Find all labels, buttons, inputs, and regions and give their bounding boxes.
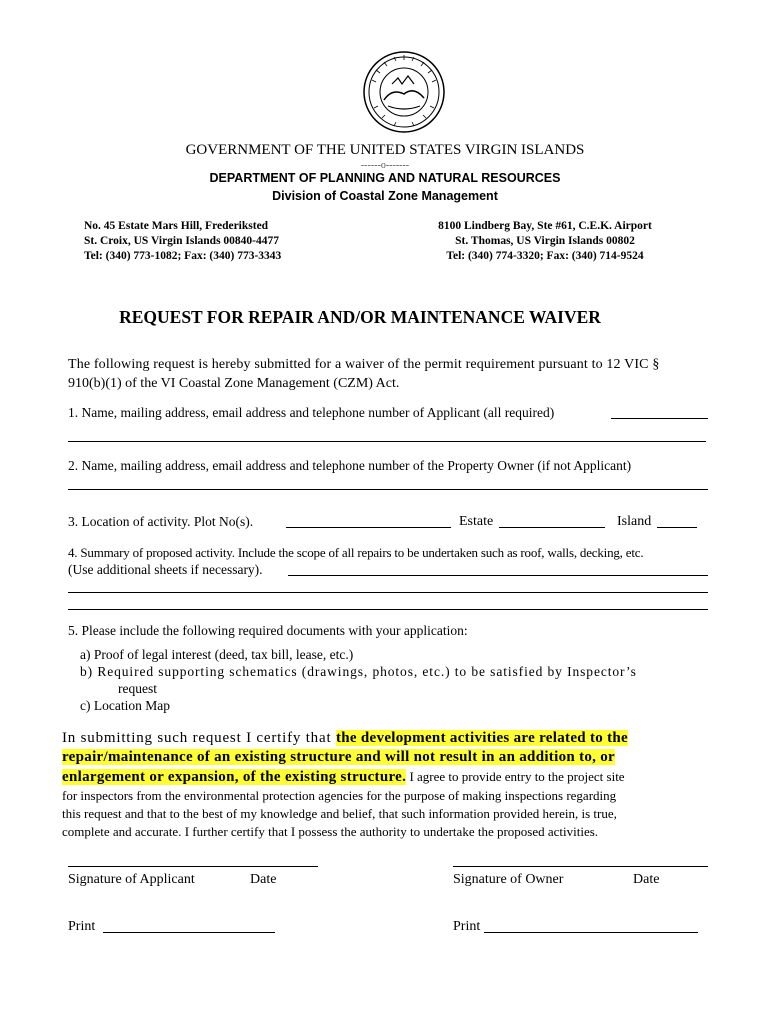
certification-paragraph bbox=[62, 729, 722, 841]
document-b: b) Required supporting schematics (drawings, photos, etc.) to be satisfied by Inspector’s bbox=[80, 664, 637, 679]
applicant-print-label: Print bbox=[68, 919, 96, 934]
heading-separator: ------o------- bbox=[360, 160, 410, 171]
certification-text: I agree to provide entry to the project site bbox=[406, 769, 625, 784]
st-thomas-address bbox=[420, 219, 670, 264]
island-field[interactable] bbox=[657, 527, 697, 528]
intro-line-1: The following request is hereby submitted for a waiver of the permit requirement pursuant to 12 VIC § bbox=[68, 357, 660, 372]
st-croix-address bbox=[84, 219, 281, 264]
item-4-summary-label: 4. Summary of proposed activity. Include the scope of all repairs to be undertaken such as roof, walls, decking, etc. bbox=[68, 545, 644, 560]
intro-line-2: 910(b)(1) of the VI Coastal Zone Management (CZM) Act. bbox=[68, 376, 400, 391]
plot-number-field[interactable] bbox=[286, 527, 451, 528]
owner-print-label: Print bbox=[453, 919, 481, 934]
form-title: REQUEST FOR REPAIR AND/OR MAINTENANCE WAIVER bbox=[119, 307, 601, 327]
address-line: No. 45 Estate Mars Hill, Frederiksted bbox=[84, 220, 269, 232]
estate-label: Estate bbox=[459, 514, 494, 529]
address-line: 8100 Lindberg Bay, Ste #61, C.E.K. Airport bbox=[438, 220, 652, 232]
item-2-owner-label: 2. Name, mailing address, email address and telephone number of the Property Owner (if not Applicant) bbox=[68, 458, 632, 473]
certification-intro: In submitting such request I certify that bbox=[62, 730, 336, 746]
estate-field[interactable] bbox=[499, 527, 605, 528]
government-seal-icon bbox=[362, 50, 446, 134]
item-5-documents-label: 5. Please include the following required documents with your application: bbox=[68, 623, 468, 638]
address-line: Tel: (340) 773-1082; Fax: (340) 773-3343 bbox=[84, 250, 282, 262]
document-c: c) Location Map bbox=[80, 698, 170, 713]
certification-text: for inspectors from the environmental protection agencies for the purpose of making inspections regarding bbox=[62, 788, 617, 803]
certification-highlight-1: the development activities are related to the bbox=[335, 730, 629, 746]
document-a: a) Proof of legal interest (deed, tax bill, lease, etc.) bbox=[80, 647, 354, 662]
applicant-signature-field[interactable] bbox=[68, 866, 318, 867]
owner-signature-field[interactable] bbox=[453, 866, 708, 867]
address-line: St. Thomas, US Virgin Islands 00802 bbox=[455, 235, 635, 247]
certification-text: this request and that to the best of my knowledge and belief, that such information provided herein, is true, bbox=[62, 806, 617, 821]
summary-field-line-2[interactable] bbox=[68, 592, 708, 593]
certification-text: complete and accurate. I further certify that I possess the authority to undertake the proposed activities. bbox=[62, 824, 599, 839]
owner-signature-label: Signature of Owner bbox=[453, 872, 564, 887]
address-line: Tel: (340) 774-3320; Fax: (340) 714-9524 bbox=[446, 250, 644, 262]
certification-highlight-2: repair/maintenance of an existing structure and will not result in an addition to, or bbox=[62, 749, 616, 765]
applicant-info-field[interactable] bbox=[611, 418, 708, 419]
address-line: St. Croix, US Virgin Islands 00840-4477 bbox=[84, 235, 280, 247]
applicant-signature-label: Signature of Applicant bbox=[68, 872, 195, 887]
certification-highlight-3: enlargement or expansion, of the existing structure. bbox=[62, 769, 407, 785]
applicant-info-field-line-2[interactable] bbox=[68, 441, 706, 442]
item-1-applicant-label: 1. Name, mailing address, email address and telephone number of Applicant (all required) bbox=[68, 405, 555, 420]
item-3-location-label: 3. Location of activity. Plot No(s). bbox=[68, 514, 254, 529]
department-heading: DEPARTMENT OF PLANNING AND NATURAL RESOURCES bbox=[209, 171, 561, 185]
document-b-continued: request bbox=[118, 681, 157, 696]
item-4-summary-note: (Use additional sheets if necessary). bbox=[68, 562, 263, 577]
summary-field-line-3[interactable] bbox=[68, 609, 708, 610]
division-heading: Division of Coastal Zone Management bbox=[272, 189, 498, 203]
government-heading: GOVERNMENT OF THE UNITED STATES VIRGIN ISLANDS bbox=[185, 142, 585, 158]
island-label: Island bbox=[617, 514, 652, 529]
applicant-date-label: Date bbox=[250, 872, 277, 887]
applicant-print-name-field[interactable] bbox=[103, 932, 275, 933]
summary-field-line-1[interactable] bbox=[288, 575, 708, 576]
owner-info-field[interactable] bbox=[68, 489, 708, 490]
owner-date-label: Date bbox=[633, 872, 660, 887]
owner-print-name-field[interactable] bbox=[484, 932, 698, 933]
